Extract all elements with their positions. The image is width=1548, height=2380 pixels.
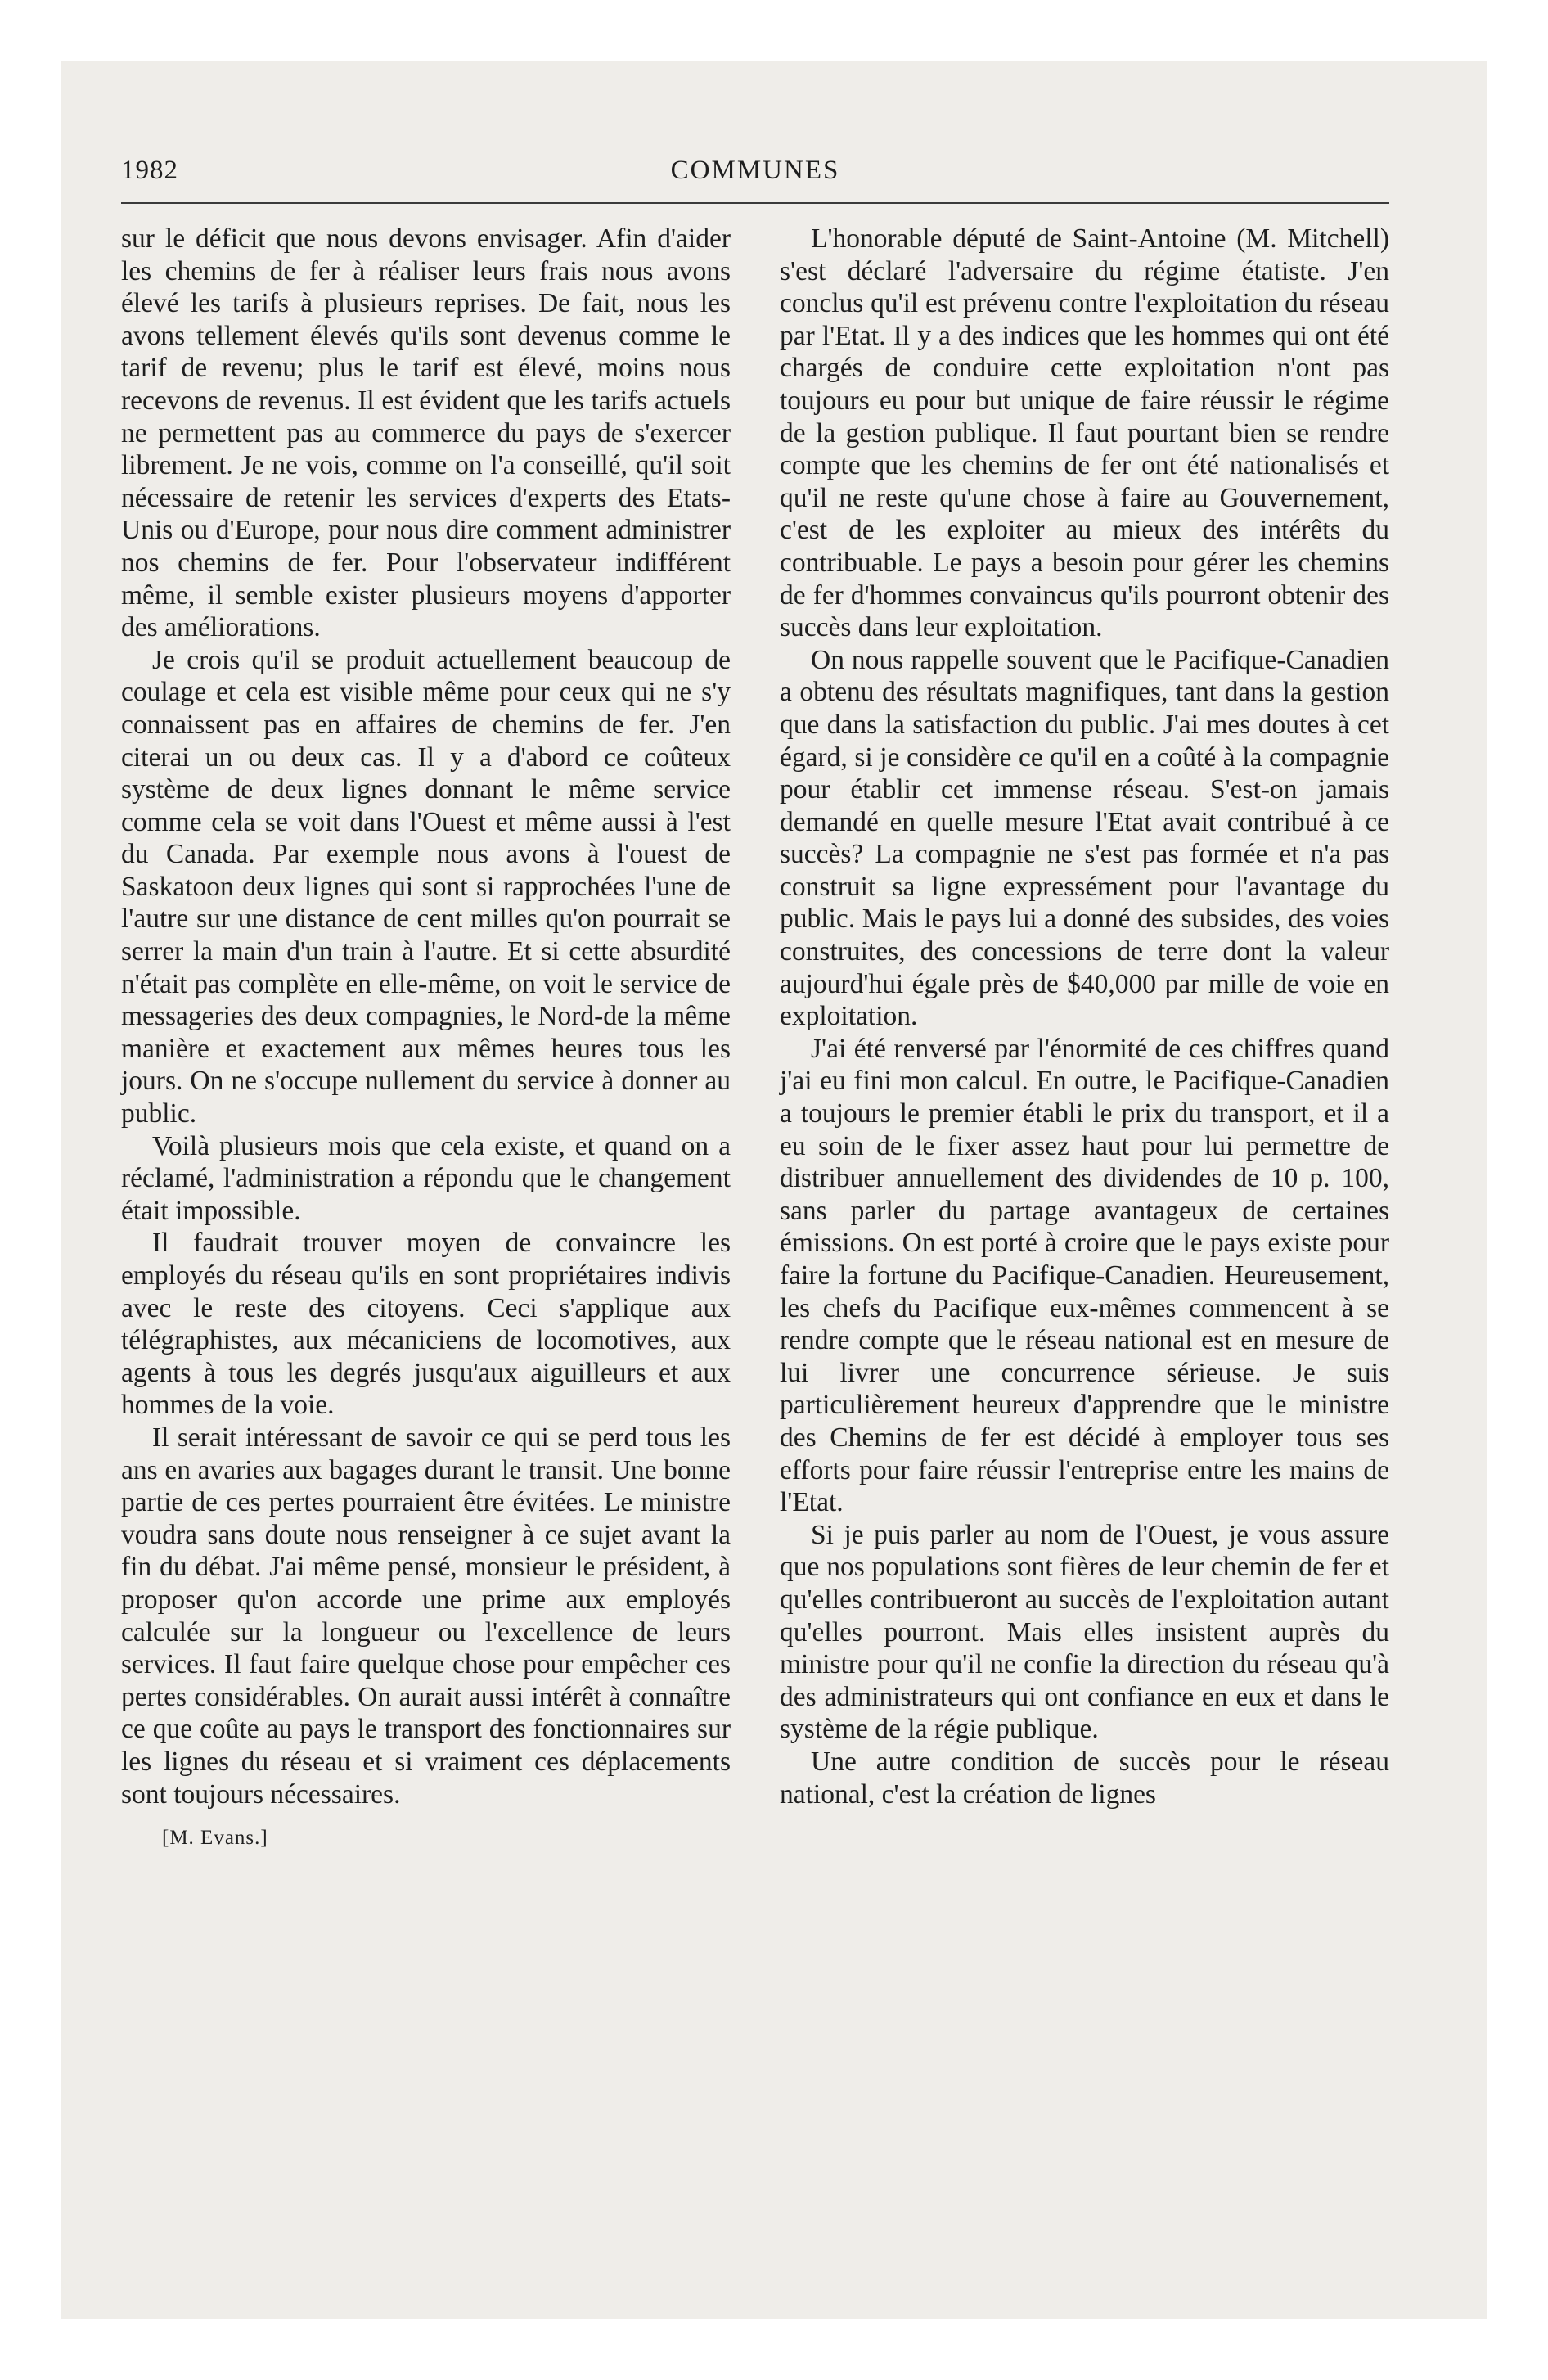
speaker-attribution: [M. Evans.]	[162, 1827, 268, 1850]
paragraph: J'ai été renversé par l'énormité de ces chiffres quand j'ai eu fini mon calcul. En outre, le Pacifique-Canadien a toujours le premier établi le prix du transport, et il a eu soin de le fixer assez haut pour lui permettre de distribuer annuellement des dividendes de 10 p. 100, sans parler du partage avantageux de certaines émissions. On est porté à croire que le pays existe pour faire la fortune du Pacifique-Canadien. Heureusement, les chefs du Pacifique eux-mêmes commencent à se rendre compte que le réseau national est en mesure de lui livrer une concurrence sérieuse. Je suis particulièrement heureux d'apprendre que le ministre des Chemins de fer est décidé à employer tous ses efforts pour faire réussir l'entreprise entre les mains de l'Etat.	[780, 1033, 1389, 1518]
paragraph: sur le déficit que nous devons envisager. Afin d'aider les chemins de fer à réaliser leurs frais nous avons élevé les tarifs à plusieurs reprises. De fait, nous les avons tellement élevés qu'ils sont devenus comme le tarif de revenu; plus le tarif est élevé, moins nous recevons de revenus. Il est évident que les tarifs actuels ne permettent pas au commerce du pays de s'exercer librement. Je ne vois, comme on l'a conseillé, qu'il soit nécessaire de retenir les services d'experts des Etats-Unis ou d'Europe, pour nous dire comment administrer nos chemins de fer. Pour l'observateur indifférent même, il semble exister plusieurs moyens d'apporter des améliorations.	[121, 223, 731, 643]
left-column	[121, 223, 731, 1855]
paragraph: Voilà plusieurs mois que cela existe, et quand on a réclamé, l'administration a répondu que le changement était impossible.	[121, 1130, 731, 1226]
right-column	[780, 223, 1389, 1810]
paragraph: Il serait intéressant de savoir ce qui se perd tous les ans en avaries aux bagages durant le transit. Une bonne partie de ces pertes pourraient être évitées. Le ministre voudra sans doute nous renseigner à ce sujet avant la fin du débat. J'ai même pensé, monsieur le président, à proposer qu'on accorde une prime aux employés calculée sur la longueur ou l'excellence de leurs services. Il faut faire quelque chose pour empêcher ces pertes considérables. On aurait aussi intérêt à connaître ce que coûte au pays le transport des fonctionnaires sur les lignes du réseau et si vraiment ces déplacements sont toujours nécessaires.	[121, 1422, 731, 1810]
paragraph: Je crois qu'il se produit actuellement beaucoup de coulage et cela est visible même pour ceux qui ne s'y connaissent pas en affaires de chemins de fer. J'en citerai un ou deux cas. Il y a d'abord ce coûteux système de deux lignes donnant le même service comme cela se voit dans l'Ouest et même aussi à l'est du Canada. Par exemple nous avons à l'ouest de Saskatoon deux lignes qui sont si rapprochées l'une de l'autre sur une distance de cent milles qu'on pourrait se serrer la main d'un train à l'autre. Et si cette absurdité n'était pas complète en elle-même, on voit le service de messageries des deux compagnies, le Nord-de la même manière et exactement aux mêmes heures tous les jours. On ne s'occupe nullement du service à donner au public.	[121, 644, 731, 1129]
header-rule	[121, 202, 1389, 204]
paragraph: L'honorable député de Saint-Antoine (M. Mitchell) s'est déclaré l'adversaire du régime étatiste. J'en conclus qu'il est prévenu contre l'exploitation du réseau par l'Etat. Il y a des indices que les hommes qui ont été chargés de conduire cette exploitation n'ont pas toujours eu pour but unique de faire réussir le régime de la gestion publique. Il faut pourtant bien se rendre compte que les chemins de fer ont été nationalisés et qu'il ne reste qu'une chose à faire au Gouvernement, c'est de les exploiter au mieux des intérêts du contribuable. Le pays a besoin pour gérer les chemins de fer d'hommes convaincus qu'ils pourront obtenir des succès dans leur exploitation.	[780, 223, 1389, 643]
paragraph: On nous rappelle souvent que le Pacifique-Canadien a obtenu des résultats magnifiques, tant dans la gestion que dans la satisfaction du public. J'ai mes doutes à cet égard, si je considère ce qu'il en a coûté à la compagnie pour établir cet immense réseau. S'est-on jamais demandé en quelle mesure l'Etat avait contribué à ce succès? La compagnie ne s'est pas formée et n'a pas construit sa ligne expressément pour l'avantage du public. Mais le pays lui a donné des subsides, des voies construites, des concessions de terre dont la valeur aujourd'hui égale près de $40,000 par mille de voie en exploitation.	[780, 644, 1389, 1032]
paragraph: Il faudrait trouver moyen de convaincre les employés du réseau qu'ils en sont propriétaires indivis avec le reste des citoyens. Ceci s'applique aux télégraphistes, aux mécaniciens de locomotives, aux agents à tous les degrés jusqu'aux aiguilleurs et aux hommes de la voie.	[121, 1228, 731, 1421]
paragraph: Une autre condition de succès pour le réseau national, c'est la création de lignes	[780, 1746, 1389, 1810]
page-header	[121, 149, 1389, 198]
running-head: COMMUNES	[670, 156, 840, 185]
page-number: 1982	[121, 156, 178, 185]
paragraph: Si je puis parler au nom de l'Ouest, je vous assure que nos populations sont fières de leur chemin de fer et qu'elles contribueront au succès de l'exploitation autant qu'elles pourront. Mais elles insistent auprès du ministre pour qu'il ne confie la direction du réseau qu'à des administrateurs qui ont confiance en eux et dans le système de la régie publique.	[780, 1519, 1389, 1745]
